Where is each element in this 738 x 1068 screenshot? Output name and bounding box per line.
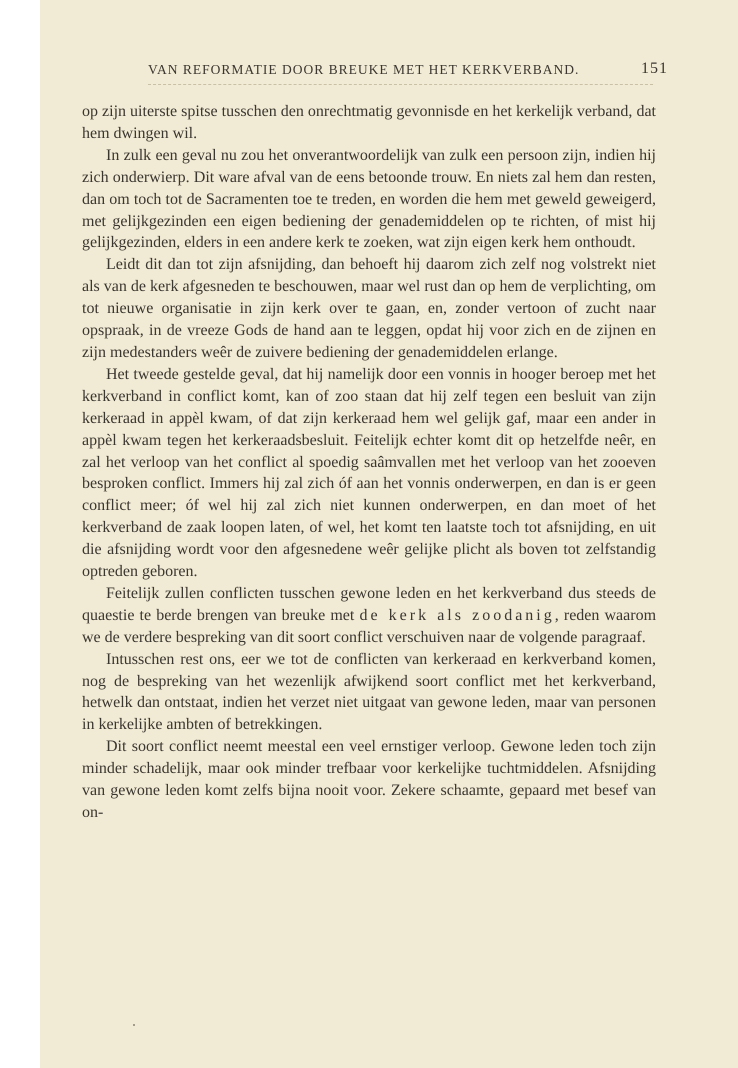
paragraph-text: Feitelijk zullen conflicten tusschen gewone leden en het kerkverband dus steeds de quaestie te berde brengen van breuke met [82,584,656,624]
paragraph: op zijn uiterste spitse tusschen den onrechtmatig gevonnisde en het kerkelijk verband, dat hem dwingen wil. [82,103,656,142]
paragraph: Dit soort conflict neemt meestal een veel ernstiger verloop. Gewone leden toch zijn minder schadelijk, maar ook minder trefbaar voor kerkelijke tuchtmiddelen. Afsnijding van gewone leden komt zelfs bijna nooit voor. Zekere schaamte, gepaard met besef van on- [82,738,656,821]
body-text [82,101,656,824]
running-head: VAN REFORMATIE DOOR BREUKE MET HET KERKVERBAND. [148,62,580,77]
paragraph: Leidt dit dan tot zijn afsnijding, dan behoeft hij daarom zich zelf nog volstrekt niet als van de kerk afgesneden te beschouwen, maar wel rust dan op hem de verplichting, om tot nieuwe organisatie in zijn kerk over te gaan, en, zonder vertoon of zucht naar opspraak, in de vreeze Gods de hand aan te leggen, opdat hij voor zich en de zijnen en zijn medestanders weêr de zuivere bediening der genademiddelen erlange. [82,256,656,361]
emphasized-text: de kerk als zoodanig [359,606,555,624]
page-number: 151 [641,60,668,77]
page-header [148,62,668,84]
paragraph: Intusschen rest ons, eer we tot de conflicten van kerkeraad en kerkverband komen, nog de bespreking van het wezenlijk afwijkend soort conflict met het kerkverband, hetwelk dan ontstaat, indien het verzet niet uitgaat van gewone leden, maar van personen in kerkelijke ambten of betrekkingen. [82,650,656,734]
header-rule [148,84,653,85]
paragraph-text: , reden waarom we de verdere bespreking van dit soort conflict verschuiven naar de volgende paragraaf. [82,606,657,646]
paragraph [82,583,656,649]
page-margin [0,0,40,1068]
paragraph: Het tweede gestelde geval, dat hij namelijk door een vonnis in hooger beroep met het kerkverband in conflict komt, kan of zoo staan dat hij zelf tegen een besluit van zijn kerkeraad in appèl kwam, of dat zijn kerkeraad hem wel gelijk gaf, maar een ander in appèl kwam tegen het kerkeraadsbesluit. Feitelijk echter komt dit op hetzelfde neêr, en zal het verloop van het conflict al spoedig saâmvallen met het verloop van het zooeven besproken conflict. Immers hij zal zich óf aan het vonnis onderwerpen, en dan is er geen conflict meer; óf wel hij zal zich niet kunnen onderwerpen, en dan moet of het kerkverband de zaak loopen laten, of wel, het komt ten laatste toch tot afsnijding, en uit die afsnijding wordt voor den afgesnedene weêr gelijke plicht als boven tot zelfstandig optreden geboren. [82,365,656,581]
paragraph: In zulk een geval nu zou het onverantwoordelijk van zulk een persoon zijn, indien hij zich onderwierp. Dit ware afval van de eens betoonde trouw. En niets zal hem dan resten, dan om toch tot de Sacramenten toe te treden, en worden die hem met geweld geweigerd, met gelijkgezinden een eigen bediening der genademiddelen op te richten, of mist hij gelijkgezinden, elders in een andere kerk te zoeken, wat zijn eigen kerk hem onthoudt. [82,146,656,252]
page-speck [133,1024,135,1026]
